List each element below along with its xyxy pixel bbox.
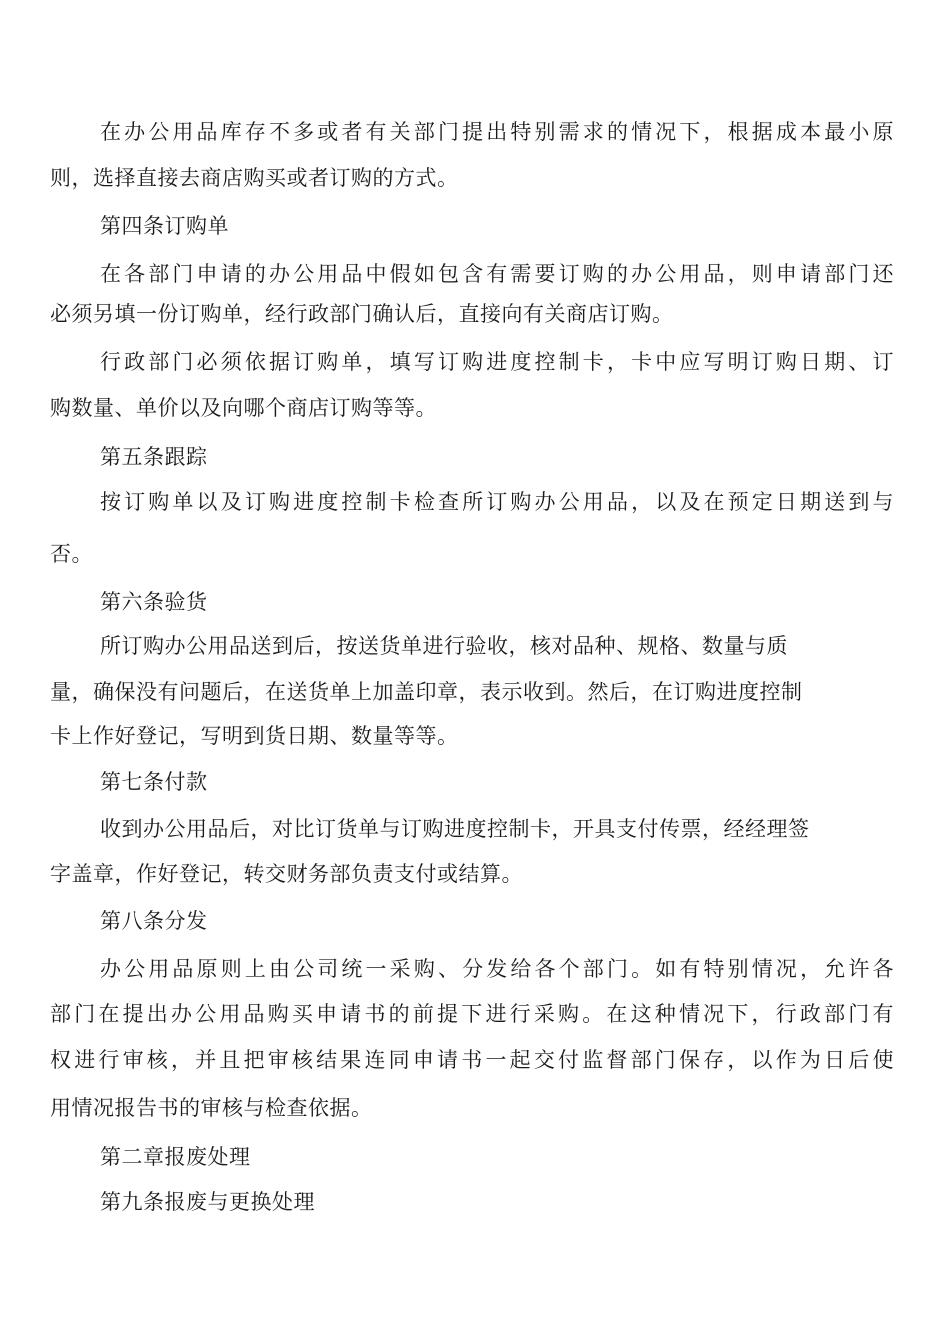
section-heading-article-4: 第四条订购单 <box>100 214 229 238</box>
section-heading-article-9: 第九条报废与更换处理 <box>100 1190 315 1214</box>
paragraph-distribution-line-1: 办公用品原则上由公司统一采购、分发给各个部门。如有特别情况，允许各 <box>100 957 894 981</box>
paragraph-inspection-line-1: 所订购办公用品送到后，按送货单进行验收，核对品种、规格、数量与质 <box>100 634 788 658</box>
paragraph-inspection-line-3: 卡上作好登记，写明到货日期、数量等等。 <box>50 724 459 748</box>
chapter-heading-2: 第二章报废处理 <box>100 1145 251 1169</box>
paragraph-order-form-line-2: 必须另填一份订购单，经行政部门确认后，直接向有关商店订购。 <box>50 302 674 326</box>
paragraph-progress-card-line-2: 购数量、单价以及向哪个商店订购等等。 <box>50 396 437 420</box>
section-heading-article-8: 第八条分发 <box>100 909 208 933</box>
paragraph-order-form-line-1: 在各部门申请的办公用品中假如包含有需要订购的办公用品，则申请部门还 <box>100 262 894 286</box>
paragraph-distribution-line-2: 部门在提出办公用品购买申请书的前提下进行采购。在这种情况下，行政部门有 <box>50 1002 894 1026</box>
paragraph-payment-line-1: 收到办公用品后，对比订货单与订购进度控制卡，开具支付传票，经经理签 <box>100 817 810 841</box>
paragraph-purchase-method-line-1: 在办公用品库存不多或者有关部门提出特别需求的情况下，根据成本最小原 <box>100 120 894 144</box>
section-heading-article-5: 第五条跟踪 <box>100 445 208 469</box>
paragraph-tracking-line-2: 否。 <box>50 542 93 566</box>
paragraph-progress-card-line-1: 行政部门必须依据订购单，填写订购进度控制卡，卡中应写明订购日期、订 <box>100 350 894 374</box>
paragraph-distribution-line-4: 用情况报告书的审核与检查依据。 <box>50 1096 373 1120</box>
paragraph-tracking-line-1: 按订购单以及订购进度控制卡检查所订购办公用品，以及在预定日期送到与 <box>100 490 894 514</box>
section-heading-article-7: 第七条付款 <box>100 770 208 794</box>
section-heading-article-6: 第六条验货 <box>100 590 208 614</box>
paragraph-inspection-line-2: 量，确保没有问题后，在送货单上加盖印章，表示收到。然后，在订购进度控制 <box>50 680 803 704</box>
paragraph-purchase-method-line-2: 则，选择直接去商店购买或者订购的方式。 <box>50 166 459 190</box>
paragraph-payment-line-2: 字盖章，作好登记，转交财务部负责支付或结算。 <box>50 862 523 886</box>
paragraph-distribution-line-3: 权进行审核，并且把审核结果连同申请书一起交付监督部门保存，以作为日后使 <box>50 1048 894 1072</box>
